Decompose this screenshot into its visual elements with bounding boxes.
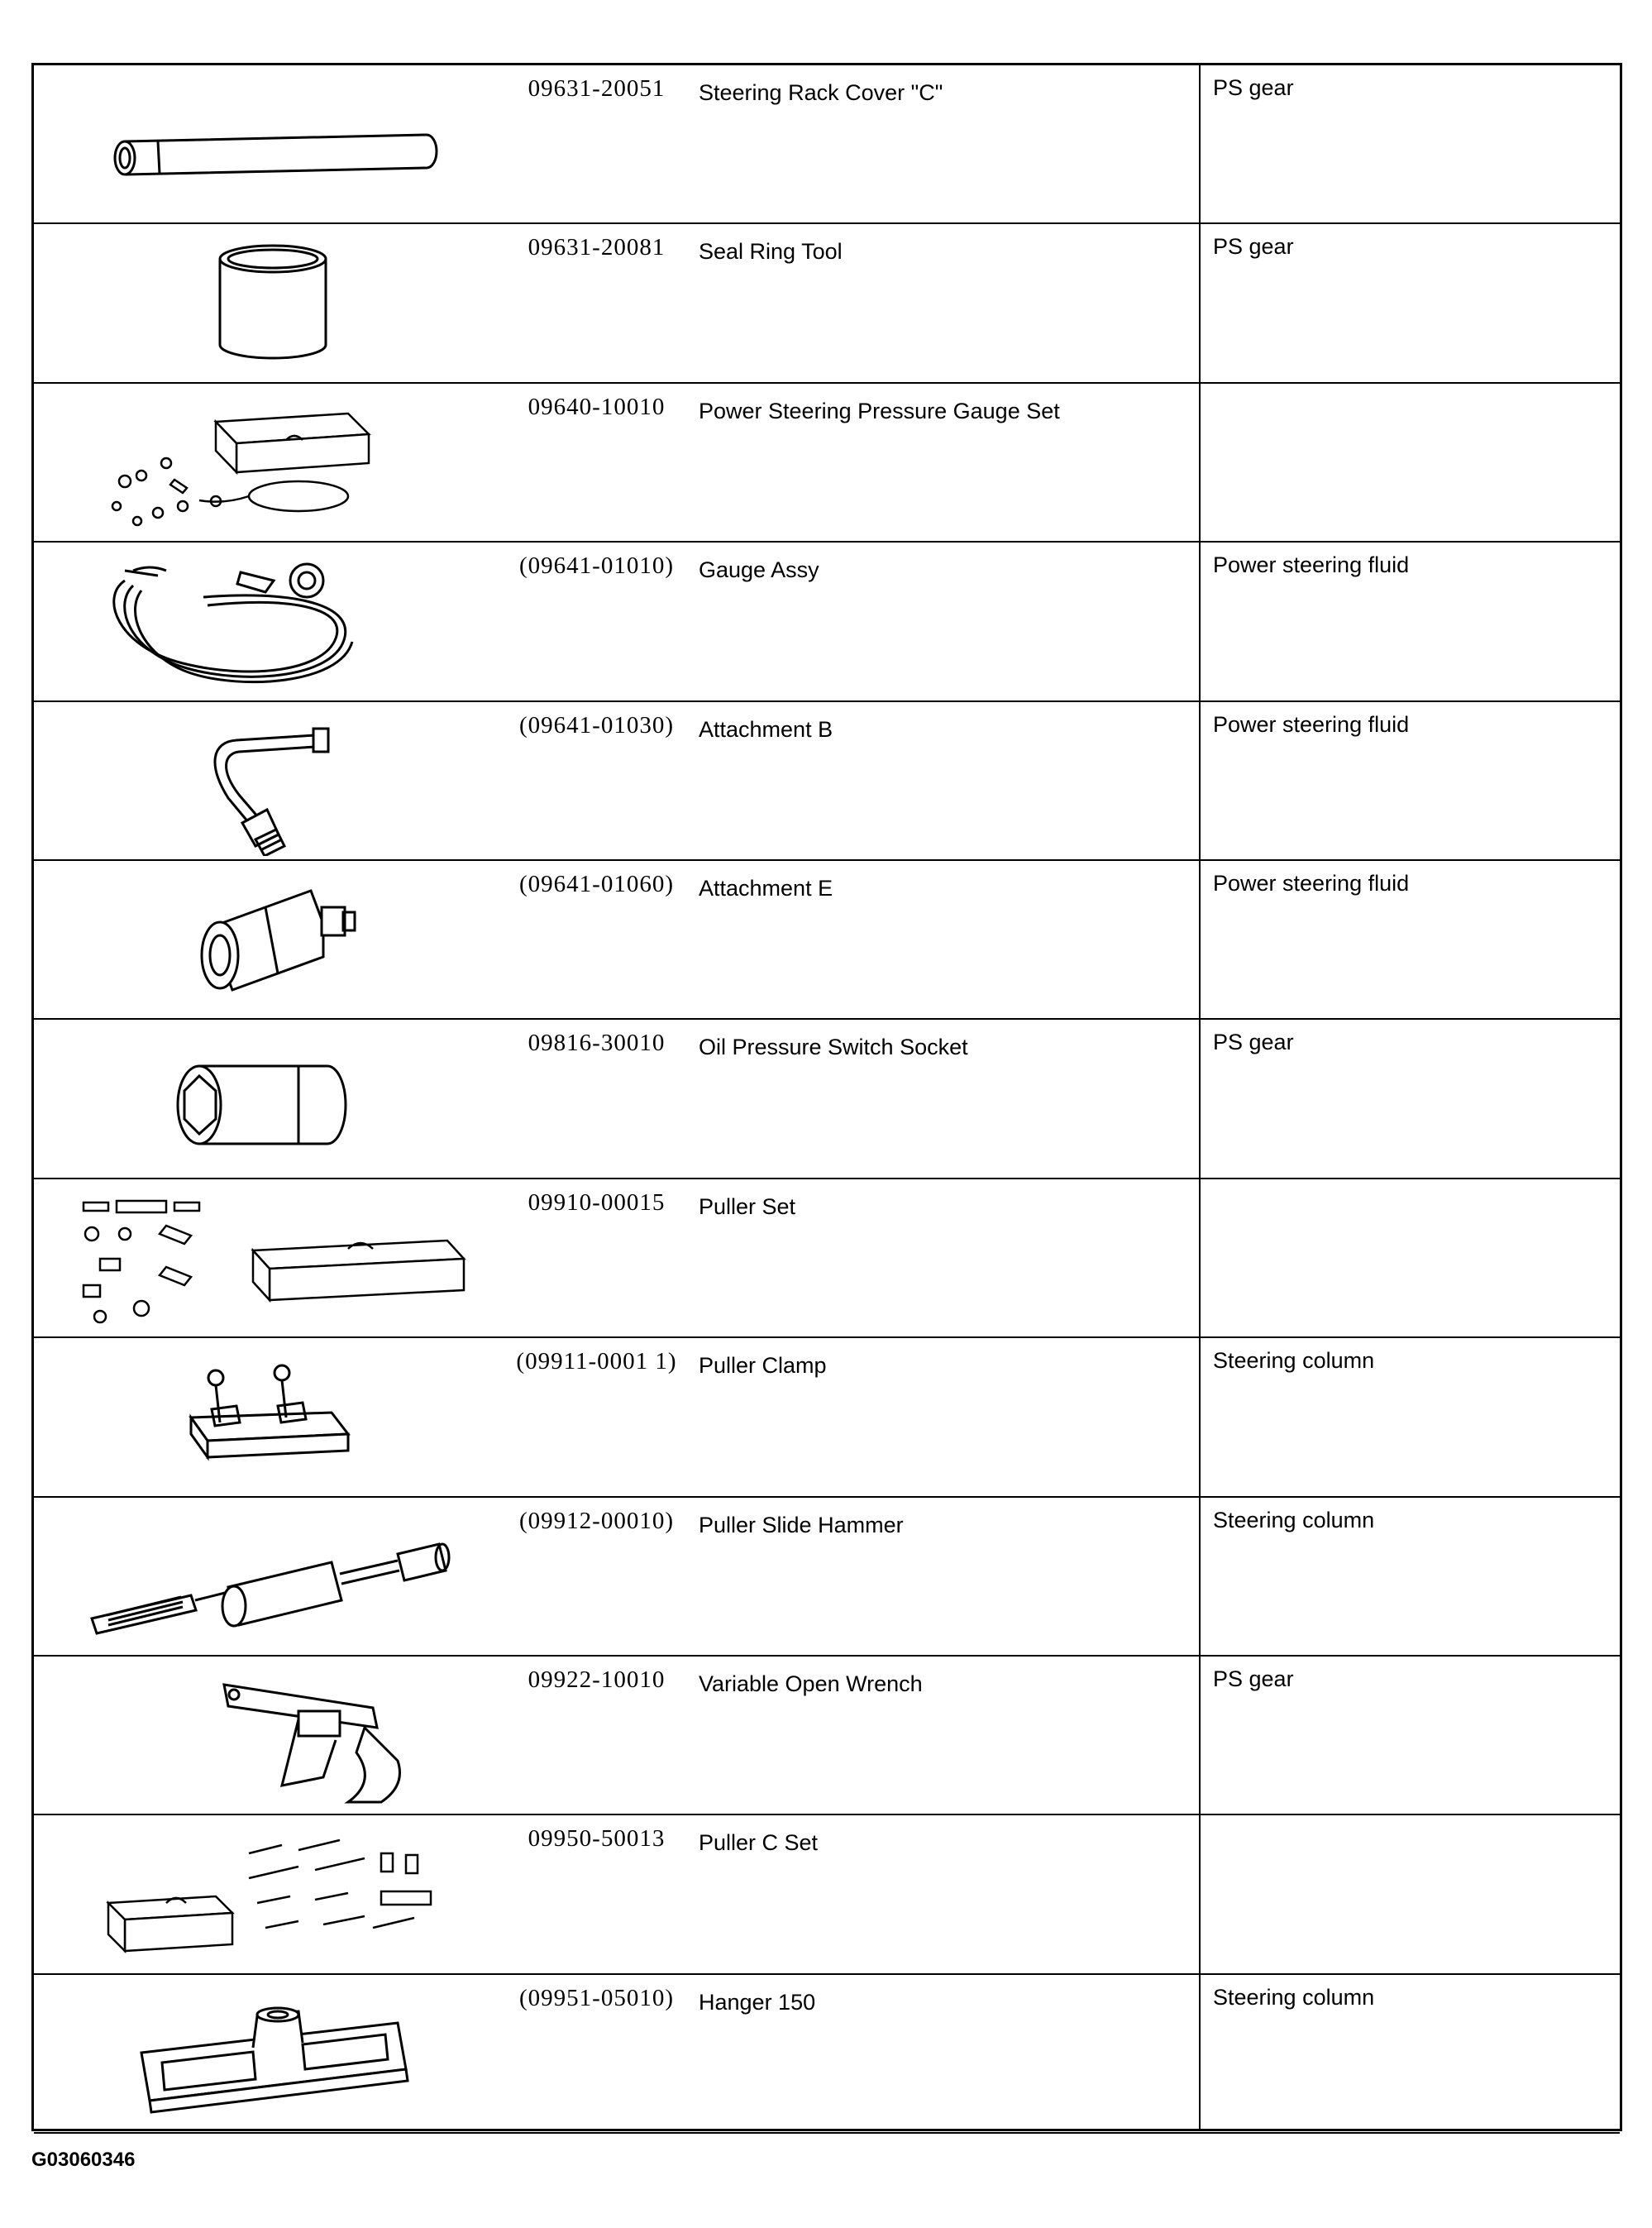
table-row (34, 1657, 1620, 1815)
tool-usage: Power steering fluid (1213, 871, 1410, 896)
tool-name: Puller Set (699, 1193, 796, 1219)
table-row (34, 1815, 1620, 1974)
tool-name: Steering Rack Cover "C" (699, 80, 943, 105)
part-number: 09631-20081 (528, 234, 666, 261)
table-row (34, 1020, 1620, 1179)
table-row (34, 1179, 1620, 1338)
puller-set-icon (50, 1184, 497, 1333)
tool-usage: PS gear (1213, 75, 1294, 100)
part-number: 09950-50013 (528, 1825, 666, 1853)
column-divider (1199, 65, 1201, 2129)
gauge-hose-icon (50, 547, 497, 696)
tool-usage: PS gear (1213, 1666, 1294, 1691)
table-row (34, 1338, 1620, 1497)
part-number: 09922-10010 (528, 1666, 666, 1693)
tool-name: Hanger 150 (699, 1989, 816, 2015)
part-number: 09631-20051 (528, 75, 666, 102)
part-number: 09910-00015 (528, 1188, 666, 1216)
tube-icon (50, 70, 497, 219)
tool-usage: Steering column (1213, 1984, 1375, 2010)
tool-name: Puller C Set (699, 1830, 819, 1856)
bent-pipe-icon (50, 707, 497, 856)
table-row (34, 65, 1620, 224)
part-number: (09951-05010) (519, 1984, 674, 2011)
tool-name: Attachment E (699, 876, 833, 901)
tool-name: Seal Ring Tool (699, 239, 843, 265)
table-row (34, 224, 1620, 383)
figure-code: G03060346 (31, 2149, 136, 2171)
tool-usage: PS gear (1213, 234, 1294, 260)
puller-c-set-icon (50, 1820, 497, 1969)
slide-hammer-icon (50, 1503, 497, 1652)
part-number: 09640-10010 (528, 393, 666, 420)
part-number: 09816-30010 (528, 1030, 666, 1057)
table-row (34, 702, 1620, 861)
table-row (34, 543, 1620, 701)
tool-name: Oil Pressure Switch Socket (699, 1035, 968, 1060)
tool-usage: Steering column (1213, 1348, 1375, 1374)
part-number: (09912-00010) (519, 1507, 674, 1534)
gauge-set-icon (50, 389, 497, 538)
table-row (34, 384, 1620, 543)
tool-usage: Power steering fluid (1213, 552, 1410, 578)
wrench-icon (50, 1661, 497, 1810)
part-number: (09641-01030) (519, 711, 674, 739)
part-number: (09641-01010) (519, 552, 674, 580)
part-number: (09641-01060) (519, 871, 674, 897)
tool-usage: Steering column (1213, 1507, 1375, 1532)
table-row (34, 1975, 1620, 2134)
tool-name: Attachment B (699, 716, 833, 742)
tool-name: Puller Clamp (699, 1353, 827, 1379)
tool-name: Gauge Assy (699, 557, 819, 583)
tool-name: Power Steering Pressure Gauge Set (699, 398, 1060, 423)
special-tools-table (31, 63, 1622, 2131)
table-row (34, 861, 1620, 1020)
tool-name: Puller Slide Hammer (699, 1512, 904, 1537)
part-number: (09911-0001 1) (516, 1348, 677, 1375)
puller-clamp-icon (50, 1343, 497, 1492)
table-row (34, 1498, 1620, 1657)
seal-ring-icon (50, 229, 497, 378)
tool-usage: Power steering fluid (1213, 711, 1410, 737)
socket-icon (50, 1025, 497, 1174)
hanger-icon (50, 1980, 497, 2129)
hex-fitting-icon (50, 866, 497, 1015)
tool-usage: PS gear (1213, 1030, 1294, 1055)
tool-name: Variable Open Wrench (699, 1671, 923, 1696)
